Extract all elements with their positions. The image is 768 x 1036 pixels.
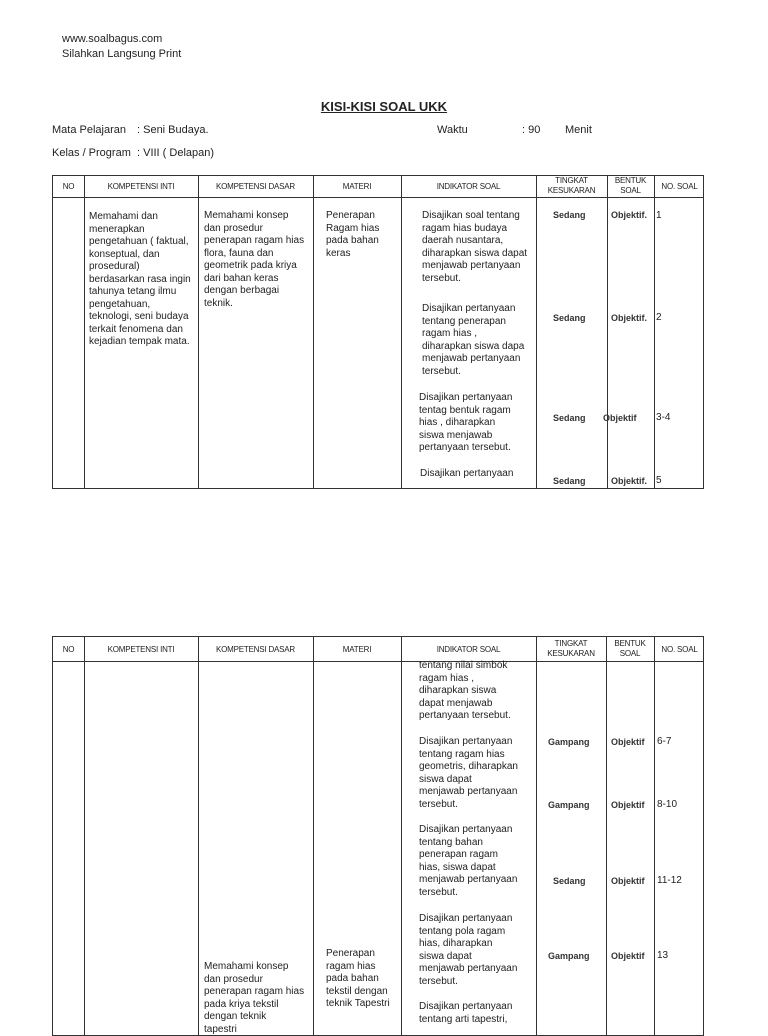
no-4: 5 [656,475,662,486]
col-indikator: INDIKATOR SOAL [436,182,501,191]
indikator-5: Disajikan pertanyaan tentang ragam hias geometris, diharapkan siswa dapat menjawab pertanyaan tersebut. [419,736,518,810]
col-tingkat: TINGKAT KESUKARAN [547,176,596,195]
indikator-1: Disajikan soal tentang ragam hias budaya daerah nusantara, diharapkan siswa dapat menjawab pertanyaan tersebut. [422,210,528,284]
col-kd: KOMPETENSI DASAR [215,645,296,654]
no-2: 2 [656,312,662,323]
form-2: Objektif. [611,313,648,323]
class-value: : VIII ( Delapan) [137,147,215,159]
form-3: Objektif [603,413,637,423]
grid-table-1 [52,175,704,489]
form-4: Objektif. [611,476,648,486]
level-4: Sedang [553,476,586,486]
form-1: Objektif. [611,210,648,220]
form-6: Objektif [611,800,645,810]
time-label: Waktu [437,124,468,136]
indikator-3: Disajikan pertanyaan tentag bentuk ragam hias , diharapkan siswa menjawab pertanyaan tersebut. [419,392,513,453]
class-label: Kelas / Program [52,147,131,159]
subject-label: Mata Pelajaran [52,124,126,136]
indikator-cont: tentang nilai simbok ragam hias , diharapkan siswa dapat menjawab pertanyaan tersebut. [419,660,511,721]
indikator-7: Disajikan pertanyaan tentang pola ragam hias, diharapkan siswa dapat menjawab pertanyaan tersebut. [419,913,518,987]
col-ki: KOMPETENSI INTI [107,182,175,191]
no-1: 1 [656,210,662,221]
site-url: www.soalbagus.com [62,33,163,45]
col-ki: KOMPETENSI INTI [107,645,175,654]
col-materi: MATERI [342,182,372,191]
time-unit: Menit [565,124,592,136]
print-note: Silahkan Langsung Print [62,48,182,60]
col-no: NO [62,645,75,654]
level-1: Sedang [553,210,586,220]
ki-text: Memahami dan menerapkan pengetahuan ( faktual, konseptual, dan prosedural) berdasarkan rasa ingin tahunya tetang ilmu pengetahuan, teknologi, seni budaya terkait fenomena dan kejadian tempak mata. [89,211,191,347]
col-nosoal: NO. SOAL [661,645,698,654]
subject-value: : Seni Budaya. [137,124,209,136]
indikator-8: Disajikan pertanyaan tentang arti tapestri, [419,1001,513,1025]
time-value: : 90 [522,124,541,136]
indikator-4: Disajikan pertanyaan [420,468,514,479]
col-materi: MATERI [342,645,372,654]
level-7: Sedang [553,876,586,886]
no-3: 3-4 [656,412,671,423]
col-bentuk: BENTUK SOAL [614,176,647,195]
kd-text: Memahami konsep dan prosedur penerapan ragam hias pada kriya tekstil dengan teknik tapestri [204,961,305,1035]
level-5: Gampang [548,737,590,747]
col-nosoal: NO. SOAL [661,182,698,191]
col-no: NO [62,182,75,191]
level-8: Gampang [548,951,590,961]
level-6: Gampang [548,800,590,810]
kd-text: Memahami konsep dan prosedur penerapan ragam hias flora, fauna dan geometrik pada kriya dari bahan keras dengan berbagai teknik. [204,210,305,309]
no-6: 8-10 [657,799,678,810]
no-8: 13 [657,950,669,961]
col-bentuk: BENTUK SOAL [614,639,646,658]
form-5: Objektif [611,737,645,747]
materi-text: Penerapan Ragam hias pada bahan keras [326,210,380,259]
indikator-6: Disajikan pertanyaan tentang bahan penerapan ragam hias, siswa dapat menjawab pertanyaan tersebut. [419,824,518,898]
indikator-2: Disajikan pertanyaan tentang penerapan ragam hias , diharapkan siswa dapa menjawab pertanyaan tersebut. [422,303,525,377]
form-7: Objektif [611,876,645,886]
level-2: Sedang [553,313,586,323]
no-7: 11-12 [657,875,682,886]
col-indikator: INDIKATOR SOAL [436,645,501,654]
col-kd: KOMPETENSI DASAR [215,182,296,191]
level-3: Sedang [553,413,586,423]
form-8: Objektif [611,951,645,961]
page-title: KISI-KISI SOAL UKK [320,99,448,114]
grid-table-2 [52,636,704,1036]
col-tingkat: TINGKAT KESUKARAN [547,639,595,658]
materi-text: Penerapan ragam hias pada bahan tekstil dengan teknik Tapestri [326,948,390,1009]
no-5: 6-7 [657,736,672,747]
